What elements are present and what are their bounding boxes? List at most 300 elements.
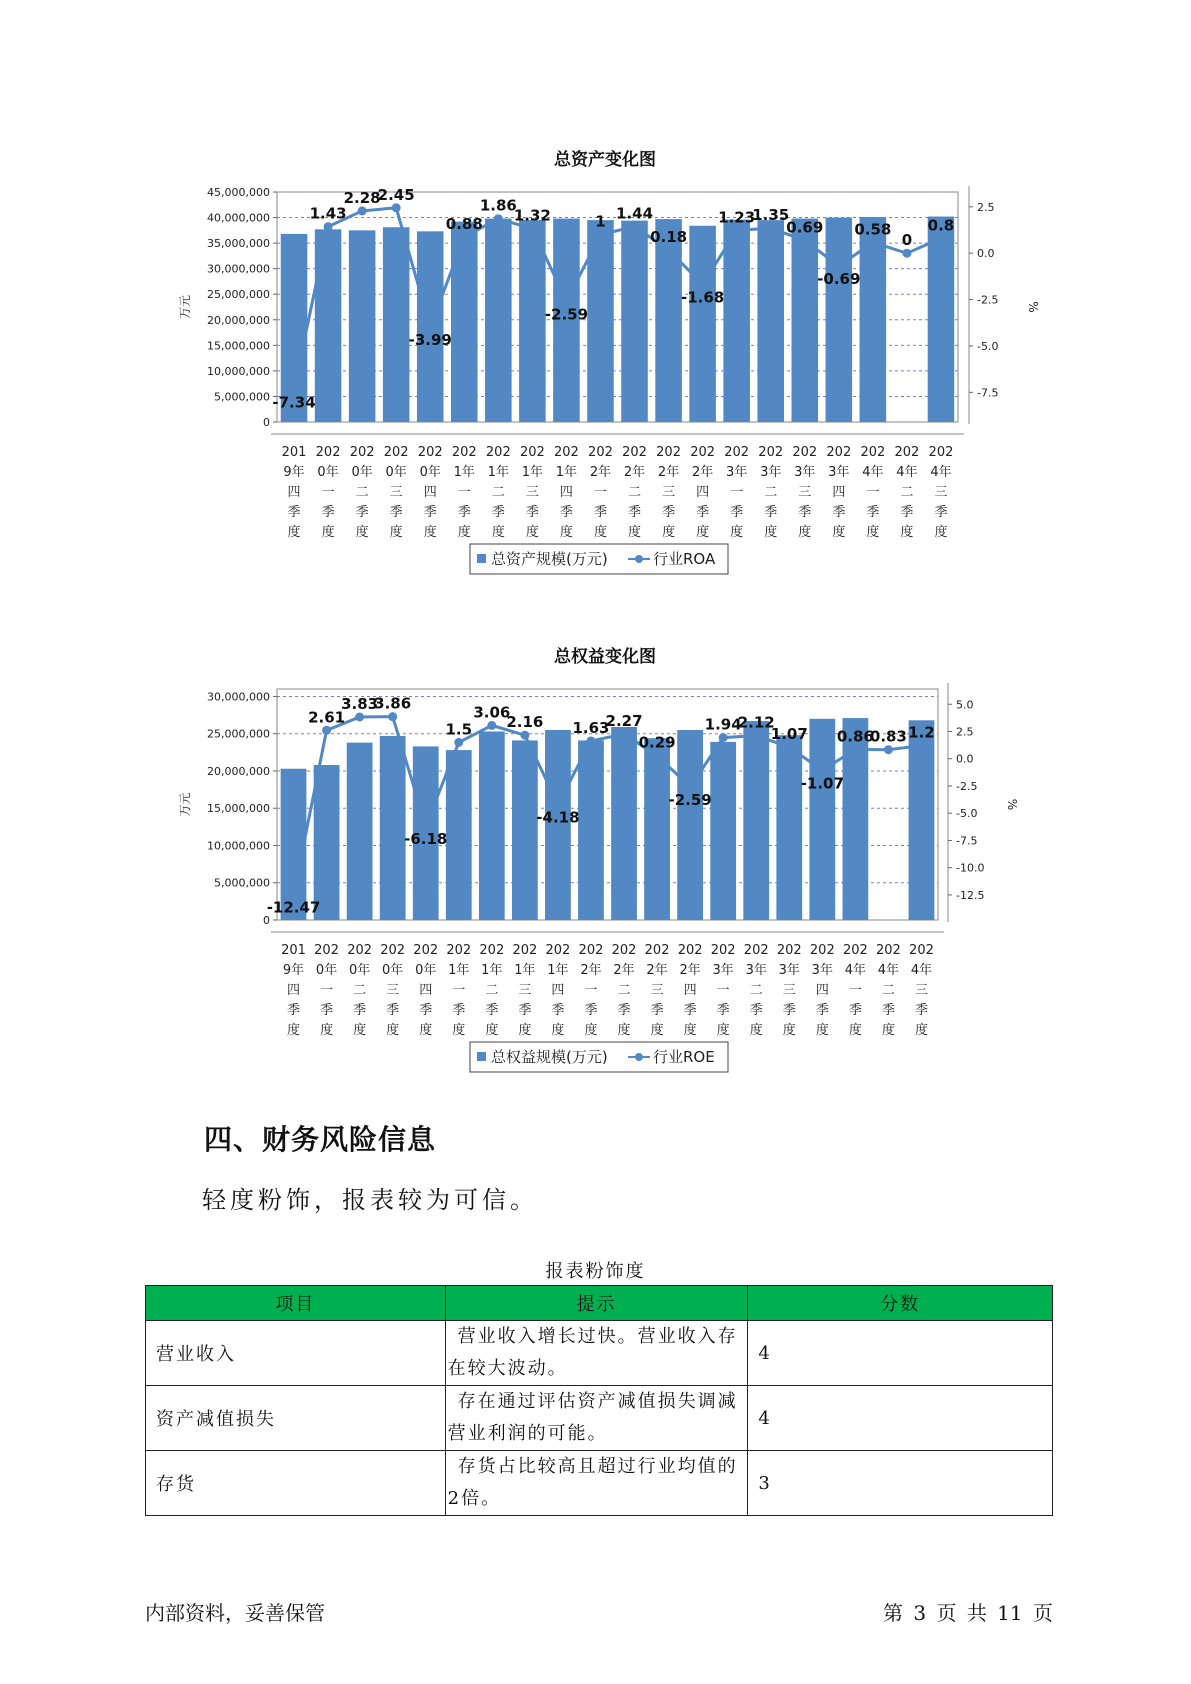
data-label: -6.18 [404, 830, 448, 849]
legend-bar-label: 总权益规模(万元) [491, 1048, 608, 1066]
x-tick-label: 202 [928, 445, 954, 460]
left-tick-label: 0 [263, 914, 270, 927]
series-point [460, 232, 469, 241]
series-point [766, 224, 775, 233]
right-tick-label: -5.0 [956, 807, 978, 821]
x-tick-label: 度 [525, 525, 539, 540]
data-label: 2.12 [737, 713, 775, 732]
data-label: 2.28 [343, 188, 381, 207]
data-label: 2.45 [377, 185, 415, 204]
footer-page-number: 第 3 页 共 11 页 [883, 1601, 1053, 1625]
x-tick-label: 1年 [521, 465, 544, 480]
x-tick-label: 度 [389, 525, 403, 540]
x-tick-label: 度 [617, 1023, 631, 1038]
x-tick-label: 四 [696, 485, 710, 500]
x-tick-label: 度 [662, 525, 676, 540]
x-tick-label: 度 [716, 1023, 730, 1038]
x-tick-label: 3年 [811, 963, 833, 978]
x-tick-label: 度 [287, 525, 301, 540]
x-tick-label: 0年 [385, 465, 407, 480]
series-point [528, 224, 537, 233]
x-tick-label: 3年 [760, 465, 782, 480]
x-tick-label: 2年 [580, 963, 602, 978]
bar [383, 227, 410, 422]
x-tick-label: 度 [423, 525, 437, 540]
x-tick-label: 202 [710, 943, 736, 958]
x-tick-label: 季 [848, 1003, 862, 1018]
x-tick-label: 0年 [315, 963, 338, 978]
data-label: 0.83 [869, 727, 907, 746]
header-score: 分数 [748, 1286, 1053, 1321]
x-tick-label: 202 [743, 943, 769, 958]
x-tick-label: 202 [690, 445, 716, 460]
x-tick-label: 三 [386, 983, 400, 998]
x-tick-label: 2年 [613, 963, 635, 978]
x-tick-label: 202 [876, 943, 901, 958]
bar [349, 230, 376, 422]
x-tick-label: 四 [287, 983, 301, 998]
left-tick-label: 30,000,000 [207, 262, 270, 276]
x-tick-label: 二 [355, 485, 369, 500]
data-label: 0.88 [445, 214, 483, 233]
x-tick-label: 一 [321, 485, 335, 500]
x-tick-label: 季 [320, 1003, 334, 1018]
x-tick-label: 四 [832, 485, 846, 500]
x-tick-label: 季 [389, 505, 403, 520]
x-tick-label: 度 [934, 525, 948, 540]
x-tick-label: 四 [683, 983, 697, 998]
x-tick-label: 度 [730, 525, 744, 540]
x-tick-label: 202 [656, 445, 681, 460]
header-hint: 提示 [445, 1286, 748, 1321]
data-label: 0.8 [927, 216, 955, 235]
bar [909, 720, 935, 920]
data-label: 3.86 [374, 694, 412, 713]
data-label: 0.86 [836, 727, 874, 746]
bar [446, 750, 472, 920]
x-tick-label: 201 [281, 943, 306, 958]
x-tick-label: 202 [347, 943, 373, 958]
data-label: -4.18 [536, 808, 580, 827]
x-tick-label: 季 [423, 505, 437, 520]
x-tick-label: 一 [848, 983, 862, 998]
x-tick-label: 一 [457, 485, 471, 500]
x-tick-label: 季 [650, 1003, 664, 1018]
data-label: -3.99 [408, 331, 452, 350]
x-tick-label: 度 [881, 1023, 895, 1038]
x-tick-label: 2年 [657, 465, 680, 480]
row-score: 3 [748, 1451, 1053, 1516]
bar [710, 742, 736, 920]
bar [578, 740, 604, 920]
series-point [388, 712, 397, 721]
data-label: 3.83 [341, 695, 379, 714]
x-tick-label: 2年 [646, 963, 668, 978]
x-tick-label: 季 [559, 505, 573, 520]
bar [743, 721, 769, 920]
data-label: 1.07 [770, 725, 808, 744]
legend-line-marker [635, 1053, 643, 1061]
x-tick-label: 季 [716, 1003, 730, 1018]
data-label: 2.61 [308, 708, 346, 727]
series-point [752, 731, 761, 740]
data-label: 2.16 [506, 713, 544, 732]
x-tick-label: 度 [559, 525, 573, 540]
legend-bar-swatch [477, 554, 486, 563]
series-point [520, 731, 529, 740]
x-tick-label: 202 [451, 445, 477, 460]
x-tick-label: 度 [782, 1023, 796, 1038]
x-tick-label: 季 [730, 505, 744, 520]
series-point [884, 745, 893, 754]
x-tick-label: 季 [798, 505, 812, 520]
x-tick-label: 202 [842, 943, 868, 958]
x-tick-label: 三 [914, 983, 928, 998]
left-tick-label: 30,000,000 [207, 690, 270, 704]
x-tick-label: 1年 [453, 465, 475, 480]
x-tick-label: 季 [628, 505, 642, 520]
table-row [146, 1451, 1053, 1516]
bar [928, 217, 955, 422]
left-tick-label: 25,000,000 [207, 727, 270, 741]
x-tick-label: 季 [355, 505, 369, 520]
x-tick-label: 四 [559, 485, 573, 500]
x-tick-label: 度 [457, 525, 471, 540]
x-tick-label: 季 [782, 1003, 796, 1018]
x-tick-label: 季 [900, 505, 914, 520]
data-label: 1.2 [908, 723, 935, 742]
row-item: 资产减值损失 [146, 1386, 446, 1451]
x-tick-label: 9年 [282, 963, 305, 978]
bar [380, 736, 406, 920]
x-tick-label: 二 [881, 983, 895, 998]
bar [315, 229, 342, 422]
x-tick-label: 4年 [930, 465, 952, 480]
x-tick-label: 季 [683, 1003, 697, 1018]
series-point [732, 226, 741, 235]
x-tick-label: 202 [677, 943, 703, 958]
data-label: 1.44 [616, 204, 654, 223]
x-tick-label: 202 [894, 445, 920, 460]
row-score: 4 [748, 1321, 1053, 1386]
x-tick-label: 季 [866, 505, 880, 520]
x-tick-label: 202 [776, 943, 802, 958]
left-tick-label: 20,000,000 [207, 764, 270, 778]
x-tick-label: 一 [730, 485, 744, 500]
data-label: 1.94 [704, 715, 742, 734]
data-label: 0 [901, 231, 913, 250]
x-tick-label: 度 [832, 525, 846, 540]
row-hint: 存货占比较高且超过行业均值的2倍。 [445, 1451, 748, 1516]
series-point [719, 733, 728, 742]
data-label: 2.27 [605, 712, 643, 731]
right-tick-label: 0.0 [956, 752, 974, 766]
table-caption: 报表粉饰度 [545, 1261, 646, 1282]
x-tick-label: 度 [452, 1023, 466, 1038]
bar [621, 221, 648, 422]
bar [451, 222, 478, 422]
x-tick-label: 202 [314, 943, 339, 958]
data-label: 1.35 [752, 206, 790, 225]
series-point [454, 738, 463, 747]
x-tick-label: 202 [588, 445, 613, 460]
series-point [851, 745, 860, 754]
data-label: 1 [595, 212, 606, 231]
x-tick-label: 0年 [382, 963, 404, 978]
bar [809, 719, 835, 920]
table-row [146, 1386, 1053, 1451]
x-tick-label: 季 [881, 1003, 895, 1018]
row-hint: 存在通过评估资产减值损失调减营业利润的可能。 [445, 1386, 748, 1451]
x-tick-label: 202 [349, 445, 375, 460]
data-label: 0.58 [854, 220, 892, 239]
data-label: -7.34 [272, 393, 316, 412]
series-point [494, 214, 503, 223]
x-tick-label: 3年 [745, 963, 767, 978]
right-axis-label: % [1026, 301, 1040, 313]
x-tick-label: 季 [593, 505, 607, 520]
right-tick-label: 0.0 [977, 247, 995, 261]
x-tick-label: 3年 [794, 465, 816, 480]
x-tick-label: 一 [866, 485, 880, 500]
x-tick-label: 度 [815, 1023, 829, 1038]
x-tick-label: 度 [798, 525, 812, 540]
x-tick-label: 1年 [481, 963, 503, 978]
bar [757, 220, 784, 422]
legend-line-label: 行业ROE [653, 1048, 715, 1066]
x-tick-label: 度 [355, 525, 369, 540]
series-point [917, 741, 926, 750]
x-tick-label: 季 [914, 1003, 928, 1018]
bar [512, 740, 538, 920]
x-tick-label: 季 [815, 1003, 829, 1018]
x-tick-label: 1年 [547, 963, 569, 978]
legend-line-label: 行业ROA [653, 550, 716, 568]
x-tick-label: 0年 [419, 465, 441, 480]
x-tick-label: 202 [724, 445, 750, 460]
x-tick-label: 1年 [487, 465, 509, 480]
data-label: 0.29 [638, 733, 676, 752]
data-label: -2.59 [544, 305, 589, 324]
right-tick-label: -2.5 [977, 293, 999, 307]
data-label: 3.06 [473, 703, 511, 722]
x-tick-label: 度 [764, 525, 778, 540]
x-tick-label: 四 [551, 983, 565, 998]
bar [826, 218, 853, 422]
x-tick-label: 202 [578, 943, 604, 958]
left-tick-label: 10,000,000 [207, 364, 270, 378]
x-tick-label: 202 [485, 445, 511, 460]
x-tick-label: 度 [683, 1023, 697, 1038]
x-tick-label: 季 [617, 1003, 631, 1018]
x-tick-label: 202 [909, 943, 934, 958]
x-tick-label: 季 [832, 505, 846, 520]
right-tick-label: -10.0 [956, 861, 985, 875]
right-tick-label: 5.0 [956, 698, 974, 712]
x-tick-label: 四 [287, 485, 301, 500]
data-label: -2.59 [668, 790, 712, 809]
x-tick-label: 202 [792, 445, 818, 460]
series-point [392, 203, 401, 212]
right-axis-label: % [1005, 798, 1019, 811]
risk-table [145, 1285, 1053, 1516]
x-tick-label: 2年 [623, 465, 646, 480]
table-header-row [146, 1286, 1053, 1321]
x-tick-label: 二 [491, 485, 505, 500]
bar [689, 226, 716, 422]
bar [485, 219, 512, 422]
x-tick-label: 202 [644, 943, 670, 958]
x-tick-label: 二 [900, 485, 914, 500]
x-tick-label: 度 [650, 1023, 664, 1038]
series-point [664, 245, 673, 254]
series-point [936, 234, 945, 243]
x-tick-label: 度 [353, 1023, 367, 1038]
x-tick-label: 202 [622, 445, 647, 460]
series-point [487, 721, 496, 730]
x-tick-label: 度 [866, 525, 880, 540]
data-label: -0.69 [817, 270, 861, 289]
series-point [324, 222, 333, 231]
row-score: 4 [748, 1386, 1053, 1451]
legend-bar-swatch [477, 1052, 486, 1061]
x-tick-label: 2年 [679, 963, 701, 978]
x-tick-label: 3年 [726, 465, 748, 480]
x-tick-label: 一 [716, 983, 730, 998]
x-tick-label: 季 [485, 1003, 499, 1018]
x-tick-label: 三 [650, 983, 664, 998]
x-tick-label: 3年 [712, 963, 734, 978]
bar [314, 765, 340, 920]
x-tick-label: 二 [485, 983, 499, 998]
x-tick-label: 季 [934, 505, 948, 520]
data-label: -1.68 [681, 288, 725, 307]
footer-confidential: 内部资料，妥善保管 [145, 1601, 325, 1625]
left-tick-label: 25,000,000 [207, 288, 270, 302]
x-tick-label: 4年 [877, 963, 900, 978]
x-tick-label: 1年 [514, 963, 536, 978]
bar [479, 731, 505, 920]
series-point [630, 222, 639, 231]
x-tick-label: 度 [491, 525, 505, 540]
x-tick-label: 二 [764, 485, 778, 500]
left-tick-label: 35,000,000 [207, 237, 270, 251]
x-tick-label: 一 [320, 983, 334, 998]
section-title: 四、财务风险信息 [204, 1123, 437, 1156]
x-tick-label: 四 [419, 983, 433, 998]
left-tick-label: 20,000,000 [207, 313, 270, 327]
x-tick-label: 季 [696, 505, 710, 520]
x-tick-label: 三 [389, 485, 403, 500]
total-equity-chart-svg [0, 637, 1191, 1097]
x-tick-label: 2年 [691, 465, 714, 480]
x-tick-label: 一 [593, 485, 607, 500]
x-tick-label: 季 [584, 1003, 598, 1018]
x-tick-label: 202 [417, 445, 443, 460]
bar [677, 730, 703, 920]
chart-title: 总资产变化图 [554, 150, 656, 170]
x-tick-label: 4年 [896, 465, 918, 480]
data-label: 0.69 [786, 218, 824, 237]
x-tick-label: 0年 [348, 963, 371, 978]
row-item: 存货 [146, 1451, 446, 1516]
series-point [868, 238, 877, 247]
series-point [355, 713, 364, 722]
x-tick-label: 3年 [778, 963, 800, 978]
x-tick-label: 201 [281, 445, 307, 460]
x-tick-label: 度 [749, 1023, 763, 1038]
x-tick-label: 度 [584, 1023, 598, 1038]
x-tick-label: 202 [826, 445, 852, 460]
x-tick-label: 二 [617, 983, 631, 998]
legend-bar-label: 总资产规模(万元) [491, 550, 608, 568]
x-tick-label: 2年 [589, 465, 612, 480]
left-tick-label: 10,000,000 [207, 839, 270, 853]
x-tick-label: 度 [593, 525, 607, 540]
x-tick-label: 季 [353, 1003, 367, 1018]
x-tick-label: 202 [519, 445, 545, 460]
x-tick-label: 度 [900, 525, 914, 540]
x-tick-label: 202 [809, 943, 835, 958]
left-tick-label: 15,000,000 [207, 339, 270, 353]
x-tick-label: 4年 [910, 963, 933, 978]
x-tick-label: 四 [815, 983, 829, 998]
x-tick-label: 季 [386, 1003, 400, 1018]
x-tick-label: 三 [934, 485, 948, 500]
x-tick-label: 0年 [415, 963, 437, 978]
x-tick-label: 季 [457, 505, 471, 520]
series-point [596, 230, 605, 239]
right-tick-label: -7.5 [956, 834, 978, 848]
x-tick-label: 度 [848, 1023, 862, 1038]
x-tick-label: 度 [321, 525, 335, 540]
series-point [785, 743, 794, 752]
x-tick-label: 季 [764, 505, 778, 520]
x-tick-label: 202 [380, 943, 406, 958]
x-tick-label: 202 [512, 943, 538, 958]
right-tick-label: -12.5 [956, 888, 985, 902]
x-tick-label: 季 [321, 505, 335, 520]
x-tick-label: 季 [452, 1003, 466, 1018]
chart-title: 总权益变化图 [554, 647, 656, 667]
x-tick-label: 季 [287, 505, 301, 520]
x-tick-label: 二 [353, 983, 367, 998]
x-tick-label: 202 [545, 943, 571, 958]
x-tick-label: 季 [287, 1003, 301, 1018]
series-point [800, 236, 809, 245]
x-tick-label: 202 [479, 943, 505, 958]
series-point [322, 726, 331, 735]
x-tick-label: 二 [628, 485, 642, 500]
series-point [902, 249, 911, 258]
x-tick-label: 9年 [283, 465, 305, 480]
right-tick-label: 2.5 [977, 200, 995, 214]
x-tick-label: 度 [628, 525, 642, 540]
data-label: 1.43 [309, 204, 347, 223]
data-label: -1.07 [800, 774, 844, 793]
x-tick-label: 度 [485, 1023, 499, 1038]
x-tick-label: 季 [419, 1003, 433, 1018]
x-tick-label: 度 [518, 1023, 532, 1038]
x-tick-label: 0年 [317, 465, 339, 480]
x-tick-label: 季 [491, 505, 505, 520]
x-tick-label: 一 [452, 983, 466, 998]
x-tick-label: 度 [386, 1023, 400, 1038]
x-tick-label: 4年 [844, 963, 867, 978]
data-label: 1.32 [513, 206, 551, 225]
bar [723, 220, 750, 422]
data-label: 0.18 [650, 227, 688, 246]
